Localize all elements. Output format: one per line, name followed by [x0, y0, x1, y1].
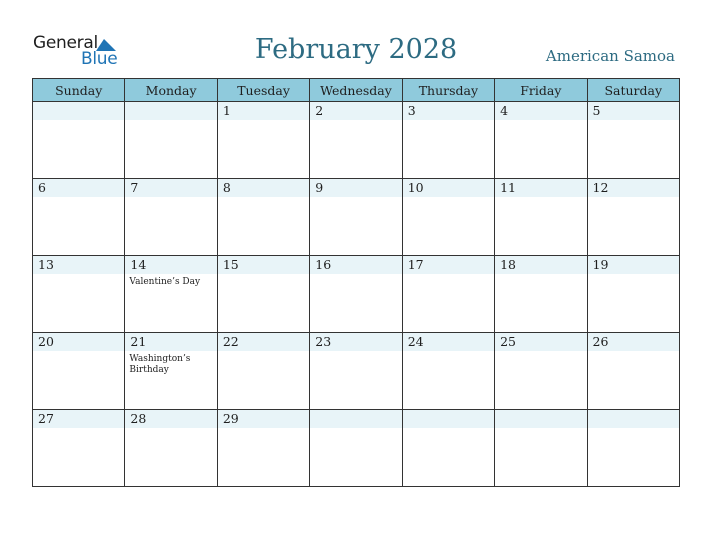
day-cell	[310, 410, 402, 487]
day-number: 29	[218, 410, 309, 428]
day-cell	[310, 102, 402, 179]
weekday-header: Sunday	[33, 79, 125, 102]
week-row	[33, 410, 680, 487]
day-cell	[587, 179, 679, 256]
day-cell	[33, 102, 125, 179]
day-cell	[495, 256, 587, 333]
day-cell	[33, 333, 125, 410]
day-cell	[33, 256, 125, 333]
day-number	[588, 410, 679, 428]
day-cell	[33, 179, 125, 256]
day-number: 11	[495, 179, 586, 197]
day-number: 2	[310, 102, 401, 120]
day-number: 10	[403, 179, 494, 197]
day-cell	[495, 333, 587, 410]
day-number: 24	[403, 333, 494, 351]
day-number: 26	[588, 333, 679, 351]
weekday-header: Thursday	[402, 79, 494, 102]
day-cell	[125, 333, 217, 410]
logo-general-text: General	[33, 33, 98, 53]
day-cell	[495, 179, 587, 256]
day-number: 12	[588, 179, 679, 197]
day-cell	[125, 410, 217, 487]
day-cell	[495, 102, 587, 179]
week-row	[33, 102, 680, 179]
day-number: 25	[495, 333, 586, 351]
day-number: 16	[310, 256, 401, 274]
logo-blue-text: Blue	[81, 49, 118, 69]
weekday-header: Friday	[495, 79, 587, 102]
day-number: 19	[588, 256, 679, 274]
day-number: 18	[495, 256, 586, 274]
day-number: 21	[125, 333, 216, 351]
week-row	[33, 179, 680, 256]
day-cell	[587, 102, 679, 179]
day-number: 5	[588, 102, 679, 120]
day-number: 20	[33, 333, 124, 351]
weekday-header: Tuesday	[217, 79, 309, 102]
day-cell	[310, 179, 402, 256]
week-row	[33, 256, 680, 333]
day-number: 6	[33, 179, 124, 197]
day-number	[310, 410, 401, 428]
day-cell	[402, 102, 494, 179]
day-number: 7	[125, 179, 216, 197]
day-cell	[33, 410, 125, 487]
weekday-header: Monday	[125, 79, 217, 102]
day-number: 1	[218, 102, 309, 120]
day-cell	[402, 333, 494, 410]
day-cell	[125, 256, 217, 333]
day-number: 28	[125, 410, 216, 428]
holiday-label: Valentine’s Day	[129, 277, 201, 287]
calendar-grid	[32, 78, 680, 487]
weekday-header-row	[33, 79, 680, 102]
day-cell	[310, 256, 402, 333]
day-number	[403, 410, 494, 428]
day-number: 15	[218, 256, 309, 274]
day-number: 14	[125, 256, 216, 274]
day-number	[33, 102, 124, 120]
day-cell	[495, 410, 587, 487]
day-number	[495, 410, 586, 428]
day-cell	[402, 256, 494, 333]
weekday-header: Wednesday	[310, 79, 402, 102]
day-number: 27	[33, 410, 124, 428]
day-number: 13	[33, 256, 124, 274]
day-cell	[587, 256, 679, 333]
day-cell	[125, 179, 217, 256]
day-number: 23	[310, 333, 401, 351]
day-number: 22	[218, 333, 309, 351]
day-number: 3	[403, 102, 494, 120]
day-number: 8	[218, 179, 309, 197]
day-cell	[310, 333, 402, 410]
region-label: American Samoa	[545, 47, 675, 65]
holiday-label: Washington’s Birthday	[129, 354, 191, 375]
day-cell	[402, 179, 494, 256]
day-cell	[217, 333, 309, 410]
day-number: 4	[495, 102, 586, 120]
day-cell	[402, 410, 494, 487]
day-cell	[125, 102, 217, 179]
week-row	[33, 333, 680, 410]
day-cell	[217, 102, 309, 179]
calendar-title: February 2028	[254, 34, 458, 65]
day-cell	[217, 179, 309, 256]
day-cell	[217, 256, 309, 333]
weekday-header: Saturday	[587, 79, 679, 102]
day-cell	[587, 333, 679, 410]
day-cell	[587, 410, 679, 487]
day-number: 9	[310, 179, 401, 197]
day-number: 17	[403, 256, 494, 274]
day-cell	[217, 410, 309, 487]
day-number	[125, 102, 216, 120]
